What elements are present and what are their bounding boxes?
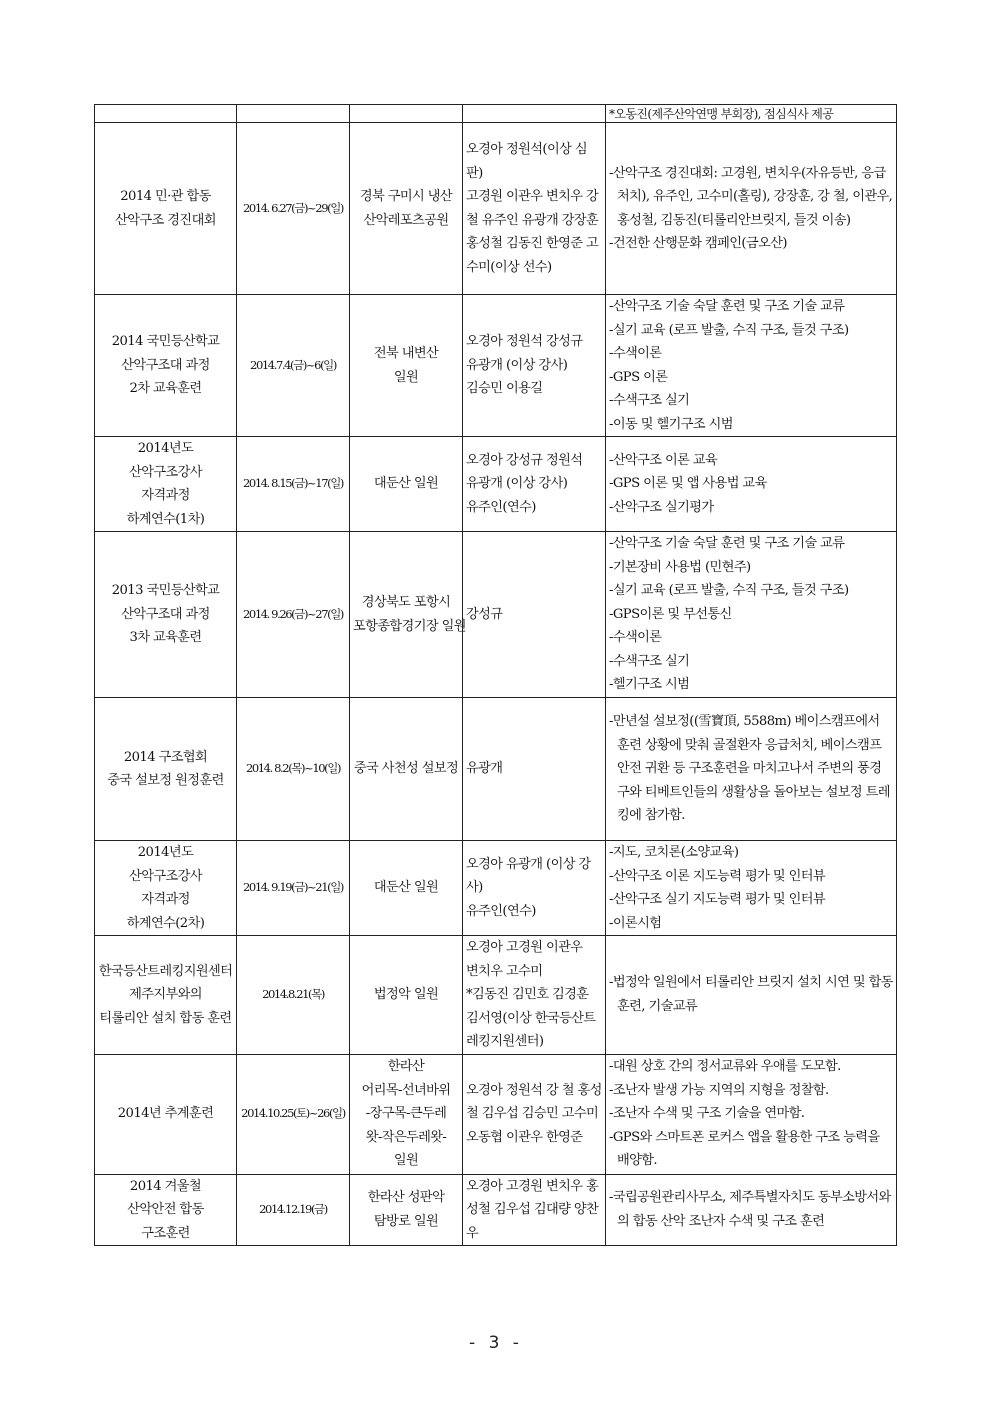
event-name-cell-line: 산악구조대 과정	[121, 606, 210, 622]
details-cell-line: -법정악 일원에서 티롤리안 브릿지 설치 시연 및 합동훈련, 기술교류	[609, 975, 893, 1014]
date-cell: 2014.8.21(목)	[237, 936, 350, 1055]
event-name-cell-line: 2014 구조협회	[123, 749, 208, 765]
location-cell-line: 경북 구미시 냉산	[359, 189, 453, 204]
event-name-cell-line: 산악안전 합동	[127, 1202, 204, 1217]
details-cell-line: -만년설 설보정((雪寶頂, 5588m) 베이스캠프에서 훈련 상황에 맞춰 골절환자 응급처치, 베이스캠프 안전 귀환 등 구조훈련을 마치고나서 주변의 풍경구와 티베트인들의 생활상을 돌아보는 설보정 트레킹에 참가함.	[609, 714, 890, 824]
event-name-cell-line: 2013 국민등산학교	[111, 583, 220, 599]
table-row	[95, 1174, 897, 1246]
date-cell: 2014. 9.19(금)~21(일)	[237, 841, 350, 936]
details-cell	[606, 936, 897, 1055]
participants-cell-line: *김동진 김민호 김경훈 김서영(이상 한국등산트레킹지원센터)	[466, 987, 596, 1049]
date-cell: 2014.10.25(토)~26(일)	[237, 1054, 350, 1174]
event-name-cell	[95, 123, 237, 295]
details-cell-line: -수색이론	[609, 630, 662, 646]
participants-cell	[463, 532, 606, 698]
participants-cell	[463, 698, 606, 841]
participants-cell-line: 변치우 고수미	[466, 963, 543, 979]
event-name-cell-line: 하계연수(1차)	[126, 511, 205, 527]
location-cell	[350, 1174, 463, 1246]
event-name-cell	[95, 698, 237, 841]
location-cell-line: 중국 사천성 설보정	[353, 761, 459, 777]
details-cell-line: -GPS이론 및 무선통신	[609, 606, 732, 622]
participants-cell	[463, 1174, 606, 1246]
location-cell-line: 한라산 성판악	[367, 1190, 445, 1206]
date-cell	[237, 105, 350, 123]
event-name-cell	[95, 841, 237, 936]
table-row	[95, 698, 897, 841]
details-cell-line: -조난자 수색 및 구조 기술을 연마함.	[609, 1106, 805, 1122]
details-cell-line: -산악구조 실기 지도능력 평가 및 인터뷰	[609, 892, 826, 907]
location-cell	[350, 295, 463, 437]
participants-cell	[463, 841, 606, 936]
details-cell-line: -GPS와 스마트폰 로커스 앱을 활용한 구조 능력을 배양함.	[609, 1129, 880, 1169]
event-name-cell-line: 티롤리안 설치 합동 훈련	[99, 1010, 232, 1026]
location-cell	[350, 936, 463, 1055]
location-cell	[350, 1054, 463, 1174]
event-name-cell	[95, 936, 237, 1055]
event-name-cell	[95, 295, 237, 437]
details-cell-line: -GPS 이론 및 앱 사용법 교육	[609, 476, 767, 492]
location-cell-line: 일원	[393, 369, 419, 385]
page-number: - 3 -	[469, 1333, 523, 1353]
date-cell: 2014.7.4(금)~6(일)	[237, 295, 350, 437]
event-name-cell-line: 산악구조강사	[129, 464, 202, 480]
event-name-cell-line: 자격과정	[141, 488, 190, 503]
details-cell	[606, 532, 897, 698]
location-cell-line: 대둔산 일원	[373, 476, 439, 492]
details-cell	[606, 1054, 897, 1174]
location-cell-line: 포항종합경기장 일원	[353, 618, 466, 634]
table-row	[95, 105, 897, 123]
location-cell	[350, 841, 463, 936]
details-cell-line: -GPS 이론	[609, 369, 668, 385]
details-cell-line: -실기 교육 (로프 발출, 수직 구조, 들것 구조)	[609, 322, 849, 338]
participants-cell-line: 오경아 고경원 변치우 홍성철 김우섭 김대량 양찬우	[466, 1178, 599, 1241]
event-name-cell	[95, 532, 237, 698]
location-cell	[350, 105, 463, 123]
event-name-cell-line: 2014 겨울철	[129, 1178, 202, 1194]
table-row	[95, 841, 897, 936]
location-cell	[350, 123, 463, 295]
details-cell	[606, 1174, 897, 1246]
details-cell-line: -조난자 발생 가능 지역의 지형을 정찰함.	[609, 1082, 829, 1098]
location-cell-line: 왓-작은두레왓-	[365, 1129, 447, 1145]
location-cell-line: -장구목-큰두레	[365, 1106, 447, 1122]
participants-cell-line: 고경원 이관우 변치우 강 철 유주인 유광개 강장훈 홍성철 김동진 한영준 고수미(이상 선수)	[466, 189, 599, 275]
event-name-cell-line: 구조훈련	[141, 1225, 190, 1241]
event-name-cell-line: 자격과정	[141, 892, 190, 907]
participants-cell	[463, 936, 606, 1055]
participants-cell-line: 유광개 (이상 강사)	[466, 357, 568, 373]
participants-cell-line: 오경아 유광개 (이상 강사)	[466, 856, 591, 896]
participants-cell-line: 김승민 이용길	[466, 381, 543, 397]
details-cell-line: *오동진(제주산악연맹 부회장), 점심식사 제공	[609, 106, 834, 121]
training-records-table	[94, 104, 897, 1246]
details-cell	[606, 123, 897, 295]
details-cell	[606, 437, 897, 532]
location-cell-line: 탐방로 일원	[373, 1213, 439, 1229]
location-cell-line: 전북 내변산	[373, 346, 439, 361]
event-name-cell	[95, 105, 237, 123]
details-cell	[606, 698, 897, 841]
event-name-cell-line: 2014년도	[137, 441, 194, 456]
location-cell	[350, 532, 466, 698]
participants-cell-line: 강성규	[466, 606, 503, 622]
participants-cell-line: 오경아 정원석 강성규	[466, 334, 583, 350]
details-cell-line: -대원 상호 간의 정서교류와 우애를 도모함.	[609, 1059, 841, 1075]
location-cell	[350, 437, 463, 532]
event-name-cell-line: 2014 민·관 합동	[120, 189, 211, 204]
details-cell-line: -수색구조 실기	[609, 393, 690, 408]
details-cell-line: -기본장비 사용법 (민현주)	[609, 559, 751, 575]
location-cell-line: 어리목-선녀바위	[361, 1082, 451, 1098]
location-cell-line: 일원	[393, 1153, 419, 1169]
details-cell-line: -건전한 산행문화 캠페인(금오산)	[609, 236, 787, 251]
table-row	[95, 936, 897, 1055]
participants-cell	[463, 295, 606, 437]
participants-cell-line: 오경아 정원석(이상 심판)	[466, 142, 587, 181]
participants-cell-line: 오경아 고경원 이관우	[466, 940, 583, 955]
table-row	[95, 1054, 897, 1174]
details-cell-line: -이론시험	[609, 915, 662, 931]
participants-cell-line: 유주인(연수)	[466, 499, 536, 515]
event-name-cell-line: 제주지부와의	[129, 987, 202, 1002]
event-name-cell-line: 2014년도	[137, 845, 194, 860]
date-cell: 2014. 8.15(금)~17(일)	[237, 437, 350, 532]
date-cell: 2014. 6.27(금)~29(일)	[237, 123, 350, 295]
event-name-cell-line: 2014 국민등산학교	[111, 334, 220, 350]
details-cell-line: -산악구조 이론 지도능력 평가 및 인터뷰	[609, 868, 826, 884]
table-row	[95, 295, 897, 437]
participants-cell	[463, 123, 606, 295]
participants-cell	[463, 437, 606, 532]
table-row	[95, 437, 897, 532]
details-cell-line: -산악구조 이론 교육	[609, 452, 718, 468]
details-cell-line: -산악구조 기술 숙달 훈련 및 구조 기술 교류	[609, 536, 845, 552]
details-cell	[606, 841, 897, 936]
details-cell-line: -지도, 코치론(소양교육)	[609, 845, 739, 860]
event-name-cell-line: 중국 설보정 원정훈련	[107, 773, 224, 788]
event-name-cell	[95, 437, 237, 532]
location-cell-line: 한라산	[387, 1059, 425, 1075]
details-cell-line: -산악구조 기술 숙달 훈련 및 구조 기술 교류	[609, 299, 845, 314]
details-cell-line: -이동 및 헬기구조 시범	[609, 416, 733, 432]
date-cell: 2014. 9.26(금)~27(일)	[237, 532, 350, 698]
date-cell: 2014. 8.2(목)~10(일)	[237, 698, 350, 841]
participants-cell	[463, 1054, 606, 1174]
participants-cell-line: 유주인(연수)	[466, 903, 536, 919]
details-cell-line: -헬기구조 시범	[609, 677, 690, 693]
details-cell-line: -수색구조 실기	[609, 653, 690, 669]
event-name-cell-line: 산악구조 경진대회	[115, 212, 216, 228]
event-name-cell	[95, 1054, 237, 1174]
participants-cell-line: 유광개	[466, 761, 503, 777]
participants-cell	[463, 105, 606, 123]
details-cell	[606, 295, 897, 437]
event-name-cell-line: 한국등산트레킹지원센터	[98, 963, 233, 979]
location-cell	[350, 698, 463, 841]
event-name-cell-line: 산악구조강사	[129, 868, 202, 884]
table-row	[95, 532, 897, 698]
location-cell-line: 산악레포츠공원	[363, 212, 449, 228]
event-name-cell-line: 산악구조대 과정	[121, 357, 210, 373]
event-name-cell-line: 3차 교육훈련	[129, 630, 202, 646]
event-name-cell-line: 2차 교육훈련	[129, 381, 202, 397]
details-cell-line: -산악구조 경진대회: 고경원, 변치우(자유등반, 응급처치), 유주인, 고수미(홀링), 강장훈, 강 철, 이관우, 홍성철, 김동진(티롤리안브릿지, 들것 이송)	[609, 165, 893, 228]
location-cell-line: 경상북도 포항시	[361, 595, 451, 610]
details-cell-line: -실기 교육 (로프 발출, 수직 구조, 들것 구조)	[609, 583, 849, 599]
event-name-cell-line: 하계연수(2차)	[126, 915, 205, 931]
location-cell-line: 법정악 일원	[373, 987, 439, 1002]
participants-cell-line: 오경아 강성규 정원석	[466, 452, 583, 468]
details-cell-line: -국립공원관리사무소, 제주특별자치도 동부소방서와의 합동 산악 조난자 수색 및 구조 훈련	[609, 1190, 891, 1229]
event-name-cell	[95, 1174, 237, 1246]
location-cell-line: 대둔산 일원	[373, 880, 439, 896]
details-cell-line: -산악구조 실기평가	[609, 499, 714, 515]
table-row	[95, 123, 897, 295]
date-cell: 2014.12.19(금)	[237, 1174, 350, 1246]
participants-cell-line: 유광개 (이상 강사)	[466, 476, 568, 492]
details-cell	[606, 105, 897, 123]
participants-cell-line: 오경아 정원석 강 철 홍성철 김우섭 김승민 고수미 오동협 이관우 한영준	[466, 1082, 602, 1145]
event-name-cell-line: 2014년 추계훈련	[117, 1106, 214, 1122]
details-cell-line: -수색이론	[609, 346, 662, 361]
